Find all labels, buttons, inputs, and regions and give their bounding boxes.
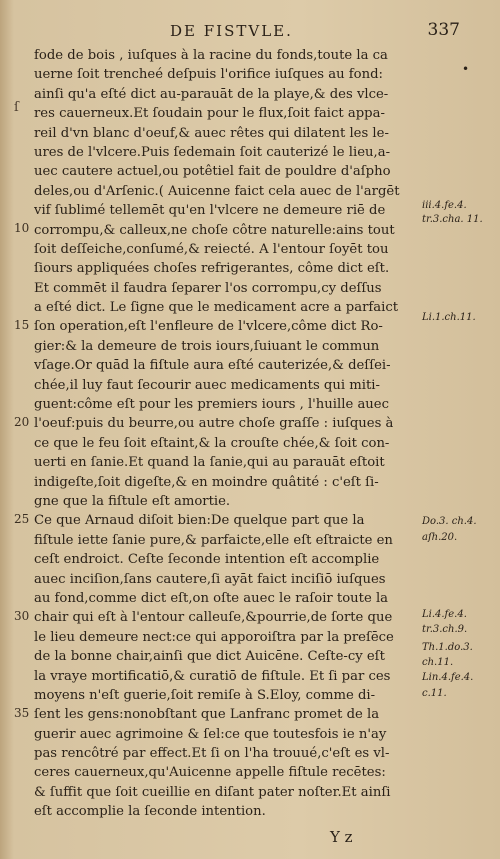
ink-dot: • [462,62,470,76]
text-line: vif ſublimé tellemēt qu'en l'vlcere ne demeure riē de [34,203,386,219]
text-line: fode de bois , iuſques à la racine du fonds,toute la ca [34,48,388,63]
text-line: moyens n'eſt guerie,ſoit remiſe à S.Eloy, comme di- [34,687,376,703]
line-number: 10 [14,221,30,235]
line-number: 20 [14,415,30,429]
text-line: ce que le feu ſoit eſtaint,& la crouſte chée,& ſoit con- [34,435,390,451]
text-line: a eſté dict. Le ſigne que le medicament acre a parfaict [34,300,399,316]
text-line: uec cautere actuel,ou potêtiel fait de pouldre d'aſpho [34,164,391,180]
text-line: ſiours appliquées choſes refrigerantes, côme dict eſt. [34,261,390,277]
line-number: 15 [14,318,30,332]
text-line: chée,il luy faut ſecourir auec medicaments qui miti- [34,377,380,393]
text-line: au fond,comme dict eſt,on oſte auec le raſoir toute la [34,590,389,606]
text-line: la vraye mortificatiō,& curatiō de fiſtule. Et ſi par ces [34,668,391,684]
text-line: pas rencôtré par effect.Et ſi on l'ha trouué,c'eſt es vl- [34,746,390,762]
running-title: DE FISTVLE. [170,22,293,40]
line-number: 35 [14,706,30,720]
margin-note: aſh.20. [422,532,458,543]
margin-note: Lin.4.fe.4. [422,672,474,683]
margin-note: Do.3. ch.4. [422,516,477,527]
margin-note: iii.4.fe.4. [422,200,467,211]
margin-note: tr.3.cha. 11. [422,214,483,225]
margin-note: c.11. [422,688,447,699]
text-line: gier:& la demeure de trois iours,ſuiuant le commun [34,338,380,354]
margin-mark: ſ [14,100,19,115]
text-line: vſage.Or quād la fiſtule aura eſté cauterizée,& deſſei- [34,358,391,374]
text-line: le lieu demeure nect:ce qui apporoiſtra par la preſēce [34,629,394,645]
margin-note: Li.4.fe.4. [422,609,467,620]
margin-note: Li.1.ch.11. [422,312,476,323]
text-line: de la bonne chair,ainſi que dict Auicēne. Ceſte-cy eſt [34,649,385,665]
text-line: corrompu,& calleux,ne choſe côtre naturelle:ains tout [34,222,395,238]
text-line: reil d'vn blanc d'oeuf,& auec rêtes qui dilatent les le- [34,125,389,141]
text-line: l'oeuf:puis du beurre,ou autre choſe graſſe : iuſques à [34,416,394,432]
page-header [170,22,460,42]
text-line: gne que la fiſtule eſt amortie. [34,493,231,509]
text-line: ſoit deſſeiche,conſumé,& reiecté. A l'entour ſoyēt tou [34,241,389,257]
catchword: Y z [330,828,353,846]
text-line: & ſuffit que ſoit cueillie en diſant pater noſter.Et ainſi [34,784,391,800]
text-line: ainſi qu'a eſté dict au-parauāt de la playe,& des vlce- [34,86,389,102]
margin-note: ch.11. [422,657,454,668]
text-line: eſt accomplie la ſeconde intention. [34,804,266,820]
text-line: ſon operation,eſt l'enfleure de l'vlcere,côme dict Ro- [34,319,383,335]
text-line: guent:côme eſt pour les premiers iours , l'huille auec [34,397,389,413]
text-line: ures de l'vlcere.Puis ſedemain ſoit cauterizé le lieu,a- [34,144,391,160]
text-line: Et commēt il faudra ſeparer l'os corrompu,cy deſſus [34,280,382,296]
text-line: guerir auec agrimoine & ſel:ce que toutesfois ie n'ay [34,726,387,742]
text-line: chair qui eſt à l'entour calleuſe,&pourrie,de ſorte que [34,610,393,626]
text-line: Ce que Arnaud diſoit bien:De quelque part que la [34,513,365,529]
margin-note: tr.3.ch.9. [422,624,468,635]
line-number: 25 [14,512,30,526]
margin-note: Th.1.do.3. [422,642,473,653]
line-number: 30 [14,609,30,623]
text-line: ceres cauerneux,qu'Auicenne appelle fiſtule recētes: [34,765,386,781]
text-line: ſent les gens:nonobſtant que Lanfranc promet de la [34,707,380,723]
text-line: auec inciſion,ſans cautere,ſi ayāt faict inciſiō iuſques [34,571,386,587]
main-text-block [34,46,418,822]
page-number: 337 [427,20,460,40]
text-line: uerne ſoit trencheé deſpuis l'orifice iuſques au fond: [34,67,383,83]
text-line: ceſt endroict. Ceſte ſeconde intention eſt accomplie [34,552,380,568]
text-line: res cauerneux.Et ſoudain pour le flux,ſoit faict appa- [34,106,385,122]
text-line: uerti en ſanie.Et quand la ſanie,qui au parauāt eſtoit [34,455,385,471]
text-line: indigeſte,ſoit digeſte,& en moindre quâtité : c'eſt ſi- [34,474,379,490]
text-line: fiſtule iette ſanie pure,& parfaicte,elle eſt eſtraicte en [34,532,393,548]
text-line: deles,ou d'Arſenic.( Auicenne faict cela auec de l'argēt [34,183,400,199]
